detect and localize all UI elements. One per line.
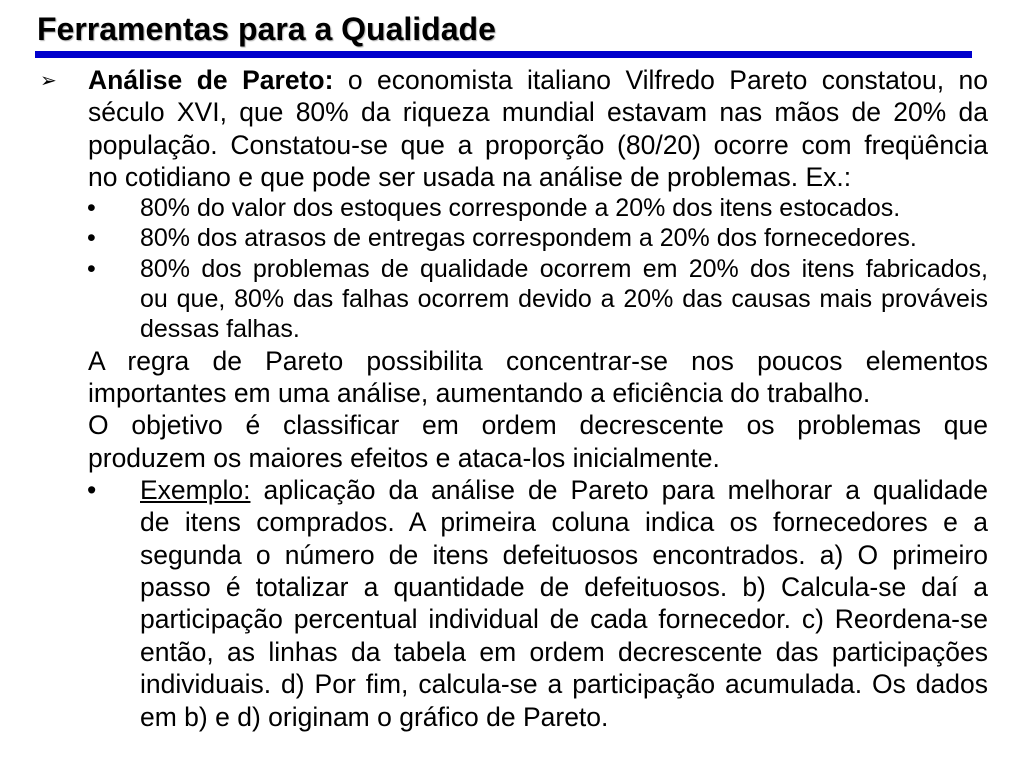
text-line: passo é totalizar a quantidade de defeituosos. b) Calcula-se daí a <box>140 572 988 603</box>
example-bullet-atrasos <box>0 223 988 253</box>
text-line: população. Constatou-se que a proporção (80/20) ocorre com freqüência <box>88 129 988 160</box>
text-line: A regra de Pareto possibilita concentrar-se nos poucos elementos <box>88 345 988 376</box>
text-line: produzem os maiores efeitos e ataca-los inicialmente. <box>88 442 720 473</box>
dot-bullet-icon: • <box>87 224 96 253</box>
analise-pareto-bullet <box>0 64 988 193</box>
slide-body <box>0 64 1024 733</box>
bullet-label: Análise de Pareto: <box>88 65 334 95</box>
slide-title: Ferramentas para a Qualidade <box>37 11 496 47</box>
paragraph-objetivo <box>0 409 988 474</box>
text-line <box>140 474 988 506</box>
text-line: ou que, 80% das falhas ocorrem devido a 20% das causas mais prováveis <box>140 285 988 314</box>
text-line: em b) e d) originam o gráfico de Pareto. <box>140 701 609 732</box>
text-line: no cotidiano e que pode ser usada na análise de problemas. Ex.: <box>88 161 852 192</box>
example-bullet-qualidade <box>0 254 988 345</box>
dot-bullet-icon: • <box>87 194 96 223</box>
text-line: de itens comprados. A primeira coluna indica os fornecedores e a <box>140 507 988 538</box>
line-text: aplicação da análise de Pareto para melhorar a qualidade <box>263 474 988 505</box>
exemplo-bullet <box>0 474 988 733</box>
text-line: 80% dos atrasos de entregas correspondem a 20% dos fornecedores. <box>140 224 917 253</box>
arrow-bullet-icon: ➢ <box>40 68 57 92</box>
text-line: segunda o número de itens defeituosos encontrados. a) O primeiro <box>140 539 988 570</box>
text-line: então, as linhas da tabela em ordem decrescente das participações <box>140 636 988 667</box>
title-underline-bar <box>35 51 972 58</box>
dot-bullet-icon: • <box>87 474 97 505</box>
example-bullet-estoques <box>0 193 988 223</box>
text-line: século XVI, que 80% da riqueza mundial estavam nas mãos de 20% da <box>88 97 988 128</box>
dot-bullet-icon: • <box>87 254 96 283</box>
paragraph-regra-pareto <box>0 345 988 410</box>
exemplo-label: Exemplo: <box>140 474 251 505</box>
line-text: o economista italiano Vilfredo Pareto constatou, no <box>347 65 988 95</box>
text-line: O objetivo é classificar em ordem decrescente os problemas que <box>88 410 988 441</box>
text-line <box>88 64 988 96</box>
text-line: dessas falhas. <box>140 315 300 344</box>
text-line: 80% do valor dos estoques corresponde a 20% dos itens estocados. <box>140 194 901 223</box>
text-line: importantes em uma análise, aumentando a eficiência do trabalho. <box>88 377 871 408</box>
text-line: individuais. d) Por fim, calcula-se a participação acumulada. Os dados <box>140 669 988 700</box>
text-line: 80% dos problemas de qualidade ocorrem em 20% dos itens fabricados, <box>140 254 988 283</box>
text-line: participação percentual individual de cada fornecedor. c) Reordena-se <box>140 604 988 635</box>
